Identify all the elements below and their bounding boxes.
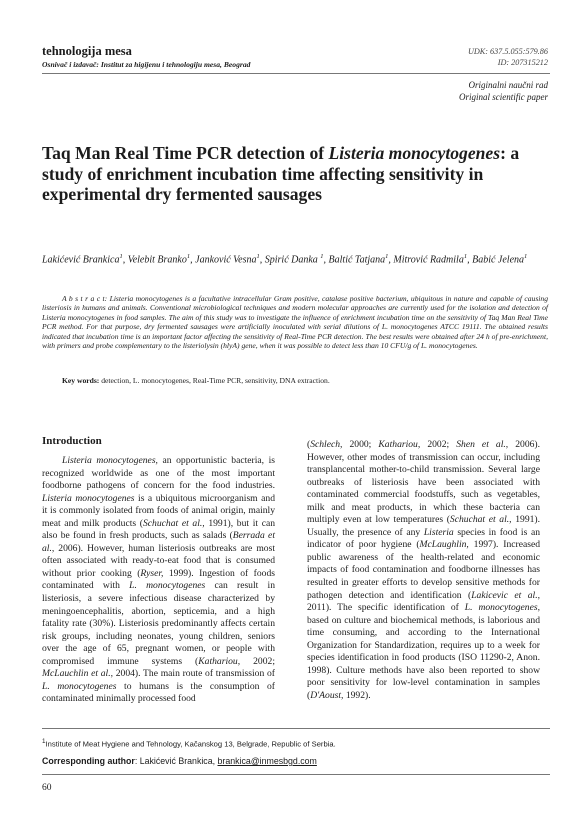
keywords-text: detection, L. monocytogenes, Real-Time PCR, sensitivity, DNA extraction.	[101, 376, 330, 385]
text-run: L. monocytogenes,	[464, 602, 540, 614]
title-part-2: : a study of enrichment incubation time affecting sensitivity in experimental dry fermented sausages	[42, 143, 520, 204]
affiliation-marker: 1	[42, 738, 46, 745]
author-affiliation-marker: 1	[256, 253, 260, 260]
header-divider	[42, 73, 550, 74]
text-run: L. monocytogenes	[129, 580, 206, 592]
udk-code: UDK: 637.5.055:579.86	[467, 47, 548, 56]
abstract-label: A b s t r a c t:	[62, 294, 108, 303]
text-run: 1991), but it can also be found in fresh products, such as salads (	[42, 517, 276, 542]
text-run: Listeria monocytogenes	[42, 492, 135, 504]
paragraph-left	[42, 455, 275, 706]
publisher-line: Osnivač i izdavač: Institut za higijenu i tehnologiju mesa, Beograd	[42, 60, 251, 69]
author-list: Lakićević Brankica$^1$, Velebit Branko$^1$, Janković Vesna$^1$, Spirić Danka $^1$, Baltić Tatjana$^1$, Mitrović Radmila$^1$, Babić Jelena$^1$	[42, 253, 528, 266]
corresponding-name: : Lakićević Brankica,	[134, 756, 218, 766]
author-affiliation-marker: 1	[119, 253, 123, 260]
text-run: Schlech,	[310, 439, 343, 450]
affiliation-text: Institute of Meat Hygiene and Tehnology, Kačanskog 13, Belgrade, Republic of Serbia.	[45, 739, 336, 749]
author-affiliation-marker: 1	[320, 253, 324, 260]
text-run: to humans is the consumption of contaminated minimally processed food	[42, 680, 275, 705]
author-name: Mitrović Radmila	[393, 254, 464, 266]
text-run: 2004). The main route of transmission of	[113, 668, 275, 680]
affiliation-footnote	[42, 738, 336, 749]
text-run: 1991). Usually, the presence of any	[307, 514, 541, 538]
body-column-right	[307, 439, 540, 702]
title-part-1: Taq Man Real Time PCR detection of	[42, 143, 329, 163]
text-run: can result in listeriosis, a severe infectious disease characterized by meningoencephalitis, abortion, septicemia, and a high fatality rate (30%). Listeriosis predominantly affects certain risk groups, including neonates, young children, seniors over the age of 65, pregnant women, or people with compromised immune systems (	[42, 580, 275, 667]
text-run: species in food is an indicator of poor hygiene (	[307, 526, 541, 551]
document-id: ID: 207315212	[497, 58, 548, 67]
paper-type-en: Original scientific paper	[459, 92, 548, 102]
paper-type-local: Originalni naučni rad	[468, 80, 548, 90]
text-run: 2002;	[420, 439, 457, 450]
author-affiliation-marker: 1	[463, 253, 468, 260]
text-run: an opportunistic bacteria, is recognized worldwide as one of the most important foodborne pathogens of concern for the food industries.	[42, 455, 275, 492]
text-run: Listeria	[423, 526, 454, 538]
text-run: Shen et al.,	[456, 439, 509, 450]
author-affiliation-marker: 1	[186, 253, 191, 260]
abstract	[42, 294, 548, 350]
body-column-left	[42, 455, 275, 706]
page-number: 60	[42, 783, 52, 793]
paragraph-right	[307, 439, 540, 702]
text-run: McLauchlin et al.,	[42, 668, 113, 680]
text-run: Lakicevic et al.,	[471, 589, 540, 601]
author-name: Velebit Branko	[127, 254, 187, 266]
text-run: D'Aoust,	[310, 689, 344, 701]
author-name: Babić Jelena	[472, 254, 525, 266]
text-run: McLaughlin,	[419, 539, 469, 551]
text-run: (	[307, 439, 311, 450]
keywords	[62, 376, 330, 385]
article-title	[42, 143, 537, 205]
text-run: 2006). However, human listeriosis outbreaks are most often associated with ready-to-eat food that is consumed without prior cooking (	[42, 542, 275, 579]
text-run: 1997). Increased public awareness of the health-related and economic impacts of food contamination and foodborne illnesses has resulted in greater efforts to develop sensitive methods for pathogen detection and identification (	[307, 539, 540, 601]
footnote-divider	[42, 728, 550, 729]
text-run: 2011). The specific identification of	[307, 602, 465, 614]
text-run: Schuchat et al.,	[449, 514, 512, 526]
keywords-label: Key words:	[62, 376, 100, 385]
text-run: Kathariou,	[378, 439, 421, 450]
author-name: Lakićević Brankica	[42, 254, 120, 266]
title-species: Listeria monocytogenes	[328, 143, 501, 163]
author-affiliation-marker: 1	[524, 253, 528, 260]
author-name: Baltić Tatjana	[328, 254, 386, 266]
abstract-text: Listeria monocytogenes is a facultative intracellular Gram positive, catalase positive bacterium, ubiquitous in nature and capable of causing listeriosis in humans and animals. Conventional microbiological techniques and modern molecular approaches are currently used for the isolation and detection of Listeria monocytogenes in food samples. The aim of this study was to investigate the influence of enrichment incubation time on the sensitivity of Taq Man Real Time PCR method. For that purpose, dry fermented sausages were artificially inoculated with serial dilutions of L. monocytogenes ATCC 19111. The obtained results indicated that incubation time is an important factor affecting the sensitivity of Real-Time PCR detection. The best results were obtained after 24 h of pre-enrichment, with primers and probe complementary to the listeriolysin (hlyA) gene, when it was possible to detect less than 10 CFU/g of L. monocytogenes.	[42, 294, 549, 351]
text-run: is a ubiquitous microorganism and it is commonly isolated from foods of animal origin, mainly meat and milk products (	[42, 492, 275, 529]
author-name: Janković Vesna	[195, 254, 257, 266]
text-run: 2002;	[240, 655, 275, 667]
text-run: Schuchat et al.,	[142, 517, 205, 529]
text-run: 1992).	[343, 689, 371, 701]
text-run: L. monocytogenes	[42, 680, 117, 692]
section-heading-introduction: Introduction	[42, 435, 102, 447]
text-run: 1999). Ingestion of foods contaminated with	[42, 567, 275, 592]
corresponding-label: Corresponding author	[42, 756, 135, 766]
corresponding-author	[42, 756, 317, 766]
text-run: Kathariou,	[198, 655, 241, 667]
text-run: Berrada et al.,	[42, 530, 275, 554]
text-run: Ryser,	[140, 567, 164, 579]
page-bottom-divider	[42, 774, 550, 775]
text-run: based on culture and biochemical methods, is laborious and time consuming, and according to the International Organization for Standardization, requires up to a week for species identification in food products (ISO 11290-2, Anon. 1998). Culture methods have also been reported to show poor sensitivity for low-level contamination in samples (	[307, 614, 540, 701]
journal-title: tehnologija mesa	[42, 44, 132, 58]
text-run: 2006). However, other modes of transmission can occur, including transplancental mother-to-child transmission. Several large outbreaks of listeriosis have been associated with contaminated commercial foodstuffs, such as vegetables, milk and meat products, in which these bacteria can multiply even at low temperatures (	[307, 439, 541, 526]
author-affiliation-marker: 1	[385, 253, 389, 260]
text-run: Listeria monocytogenes,	[62, 455, 158, 466]
author-name: Spirić Danka	[264, 254, 321, 266]
text-run: 2000;	[342, 439, 379, 450]
corresponding-email-link[interactable]: brankica@inmesbgd.com	[217, 756, 317, 766]
